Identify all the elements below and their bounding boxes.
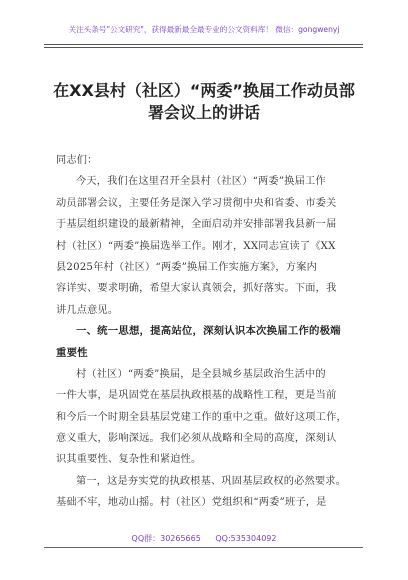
paragraph-line: 今天，我们在这里召开全县村（社区）“两委”换届工作 — [76, 176, 326, 188]
paragraph-line: 于基层组织建设的最新精神，全面启动并安排部署我县新一届 — [56, 219, 337, 231]
paragraph-line: 村（社区）“两委”换届选举工作。刚才，XX同志宣读了《XX — [56, 240, 336, 252]
paragraph-line: 意义重大，影响深远。我们必须从战略和全局的高度，深刻认 — [56, 433, 337, 445]
paragraph-line: 和今后一个时期全县基层党建工作的重中之重。做好这项工作， — [56, 411, 347, 423]
paragraph-line: 容详实、要求明确，希望大家认真领会，抓好落实。下面，我 — [56, 283, 337, 295]
paragraph-line: 动员部署会议，主要任务是深入学习贯彻中央和省委、市委关 — [56, 197, 337, 209]
paragraph-line: 基础不牢，地动山摇。村（社区）党组织和“两委”班子，是 — [56, 497, 327, 509]
paragraph-line: 县2025年村（社区）“两委”换届工作实施方案》，方案内 — [56, 261, 317, 273]
title-line-1: 在XX县村（社区）“两委”换届工作动员部 — [53, 81, 355, 100]
title-line-2: 署会议上的讲话 — [147, 103, 260, 122]
document-title — [44, 80, 364, 124]
paragraph-line: 识其重要性、复杂性和紧迫性。 — [56, 454, 202, 466]
paragraph-line: 讲几点意见。 — [56, 304, 119, 316]
paragraph-line: 村（社区）“两委”换届，是全县城乡基层政治生活中的 — [76, 368, 326, 380]
footer-divider — [44, 547, 363, 548]
paragraph-line: 第一，这是夯实党的执政根基、巩固基层政权的必然要求。 — [76, 475, 347, 487]
footer-contact — [0, 533, 408, 544]
section-heading: 一、统一思想，提高站位，深刻认识本次换届工作的极端 — [76, 325, 341, 338]
salutation: 同志们： — [56, 155, 98, 166]
header-banner: 关注头条号"公文研究"，获得最新最全最专业的公文资料库！ 微信：gongwenyj — [68, 25, 340, 34]
footer-qq: QQ:535304092 — [215, 534, 277, 543]
section-heading-continued: 重要性 — [56, 346, 88, 359]
document-body — [56, 150, 366, 514]
footer-qq-group: QQ群：30265665 — [131, 534, 201, 543]
header-divider — [44, 44, 363, 48]
paragraph-line: 一件大事，是巩固党在基层执政根基的战略性工程，更是当前 — [56, 390, 337, 402]
